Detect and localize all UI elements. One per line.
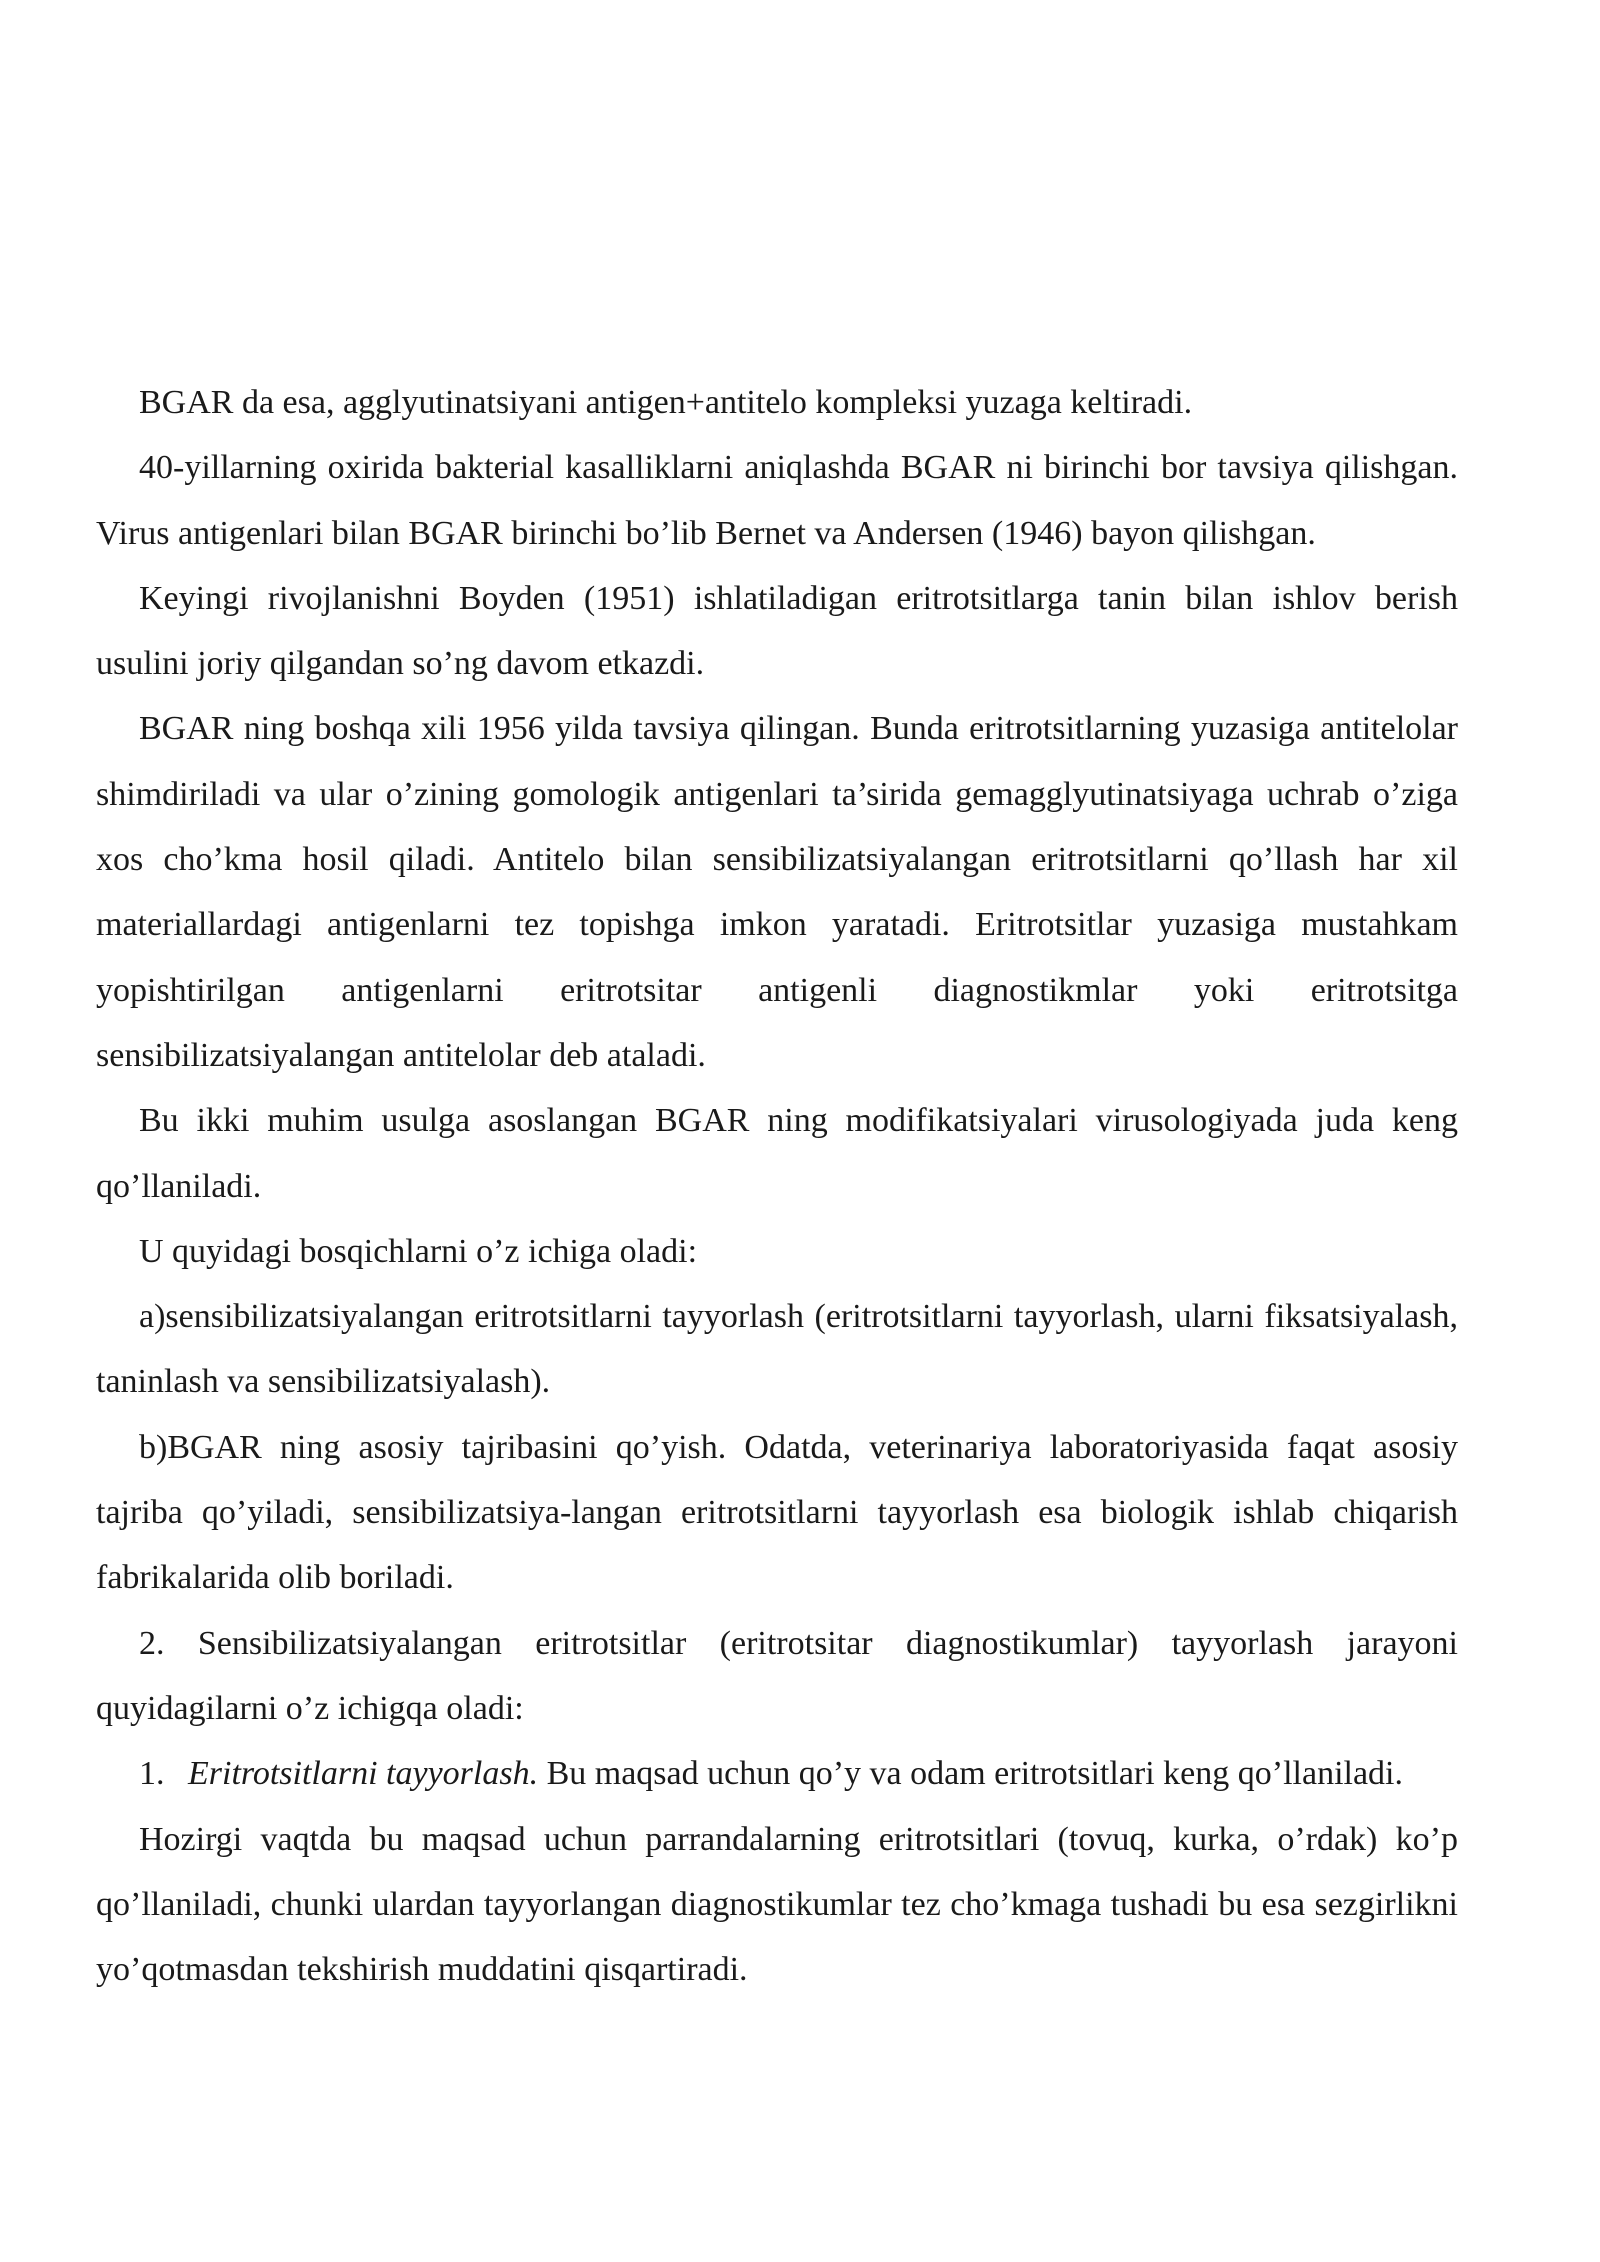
paragraph-history-1940s: 40-yillarning oxirida bakterial kasalliklarni aniqlashda BGAR ni birinchi bor tavsiya qilishgan. Virus antigenlari bilan BGAR birinchi bo’lib Bernet va Andersen (1946) bayon qilishgan. xyxy=(96,449,1458,552)
paragraph-boyden: Keyingi rivojlanishni Boyden (1951) ishlatiladigan eritrotsitlarga tanin bilan ishlov berish usulini joriy qilgandan so’ng davom etkazdi. xyxy=(96,579,1458,683)
numbered-item-1 xyxy=(96,1741,1458,1806)
paragraph-section-2: 2. Sensibilizatsiyalangan eritrotsitlar (eritrotsitar diagnostikumlar) tayyorlash jarayoni quyidagilarni o’z ichigqa oladi: xyxy=(96,1624,1458,1727)
paragraph-stage-a: a)sensibilizatsiyalangan eritrotsitlarni tayyorlash (eritrotsitlarni tayyorlash, ularni fiksatsiyalash, taninlash va sensibilizatsiyalash). xyxy=(96,1298,1458,1401)
paragraph-stages-intro: U quyidagi bosqichlarni o’z ichiga oladi: xyxy=(139,1232,698,1270)
paragraph-bgar-1956: BGAR ning boshqa xili 1956 yilda tavsiya qilingan. Bunda eritrotsitlarning yuzasiga antitelolar shimdiriladi va ular o’zining gomologik antigenlari ta’sirida gemagglyutinatsiyaga uchrab o’ziga xos cho’kma hosil qiladi. Antitelo bilan sensibilizatsiyalangan eritrotsitlarni qo’llash har xil materiallardagi antigenlarni tez topishga imkon yaratadi. Eritrotsitlar yuzasiga mustahkam yopishtirilgan antigenlarni eritrotsitar antigenli diagnostikmlar yoki eritrotsitga sensibilizatsiyalangan antitelolar deb ataladi. xyxy=(96,710,1458,1074)
paragraph-closing: Hozirgi vaqtda bu maqsad uchun parrandalarning eritrotsitlari (tovuq, kurka, o’rdak) ko’p qo’llaniladi, chunki ulardan tayyorlangan diagnostikumlar tez cho’kmaga tushadi bu esa sezgirlikni yo’qotmasdan tekshirish muddatini qisqartiradi. xyxy=(96,1820,1458,1989)
item-number: 1. xyxy=(139,1755,165,1793)
paragraph-bgar-agglutination: BGAR da esa, agglyutinatsiyani antigen+antitelo kompleksi yuzaga keltiradi. xyxy=(139,384,1193,421)
item-lead: Eritrotsitlarni tayyorlash. xyxy=(188,1755,539,1793)
paragraph-modifications: Bu ikki muhim usulga asoslangan BGAR ning modifikatsiyalari virusologiyada juda keng qo’llaniladi. xyxy=(96,1102,1458,1205)
item-text: Bu maqsad uchun qo’y va odam eritrotsitlari keng qo’llaniladi. xyxy=(538,1755,1404,1793)
document-body xyxy=(96,370,1458,2002)
paragraph-stage-b: b)BGAR ning asosiy tajribasini qo’yish. Odatda, veterinariya laboratoriyasida faqat asosiy tajriba qo’yiladi, sensibilizatsiya-langan eritrotsitlarni tayyorlash esa biologik ishlab chiqarish fabrikalarida olib boriladi. xyxy=(96,1428,1458,1597)
